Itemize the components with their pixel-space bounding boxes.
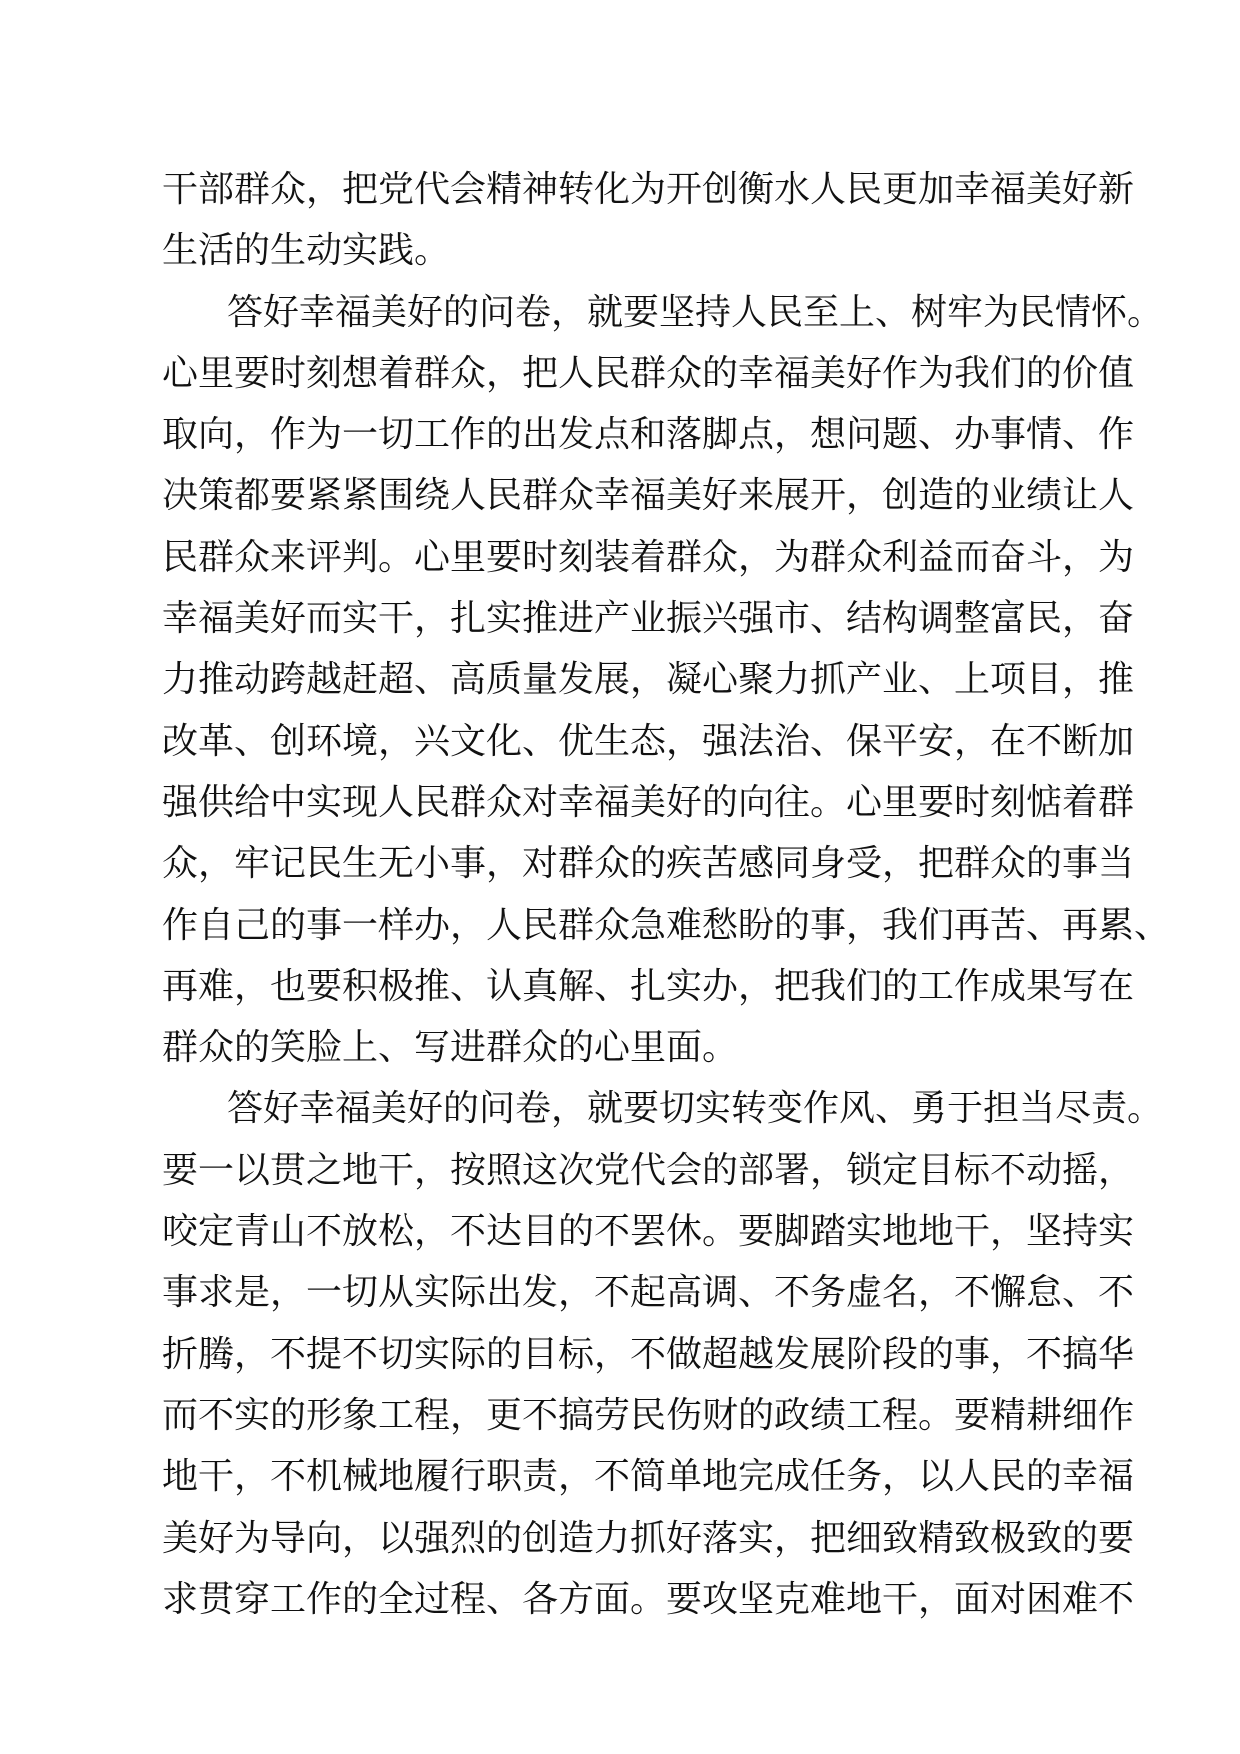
text-line: 事求是，一切从实际出发，不起高调、不务虚名，不懈怠、不 [162,1272,1135,1314]
text-line: 众，牢记民生无小事，对群众的疾苦感同身受，把群众的事当 [162,843,1135,885]
text-line: 幸福美好而实干，扎实推进产业振兴强市、结构调整富民，奋 [162,598,1135,640]
text-line: 群众的笑脸上、写进群众的心里面。 [162,1027,739,1069]
text-line: 答好幸福美好的问卷，就要切实转变作风、勇于担当尽责。 [227,1088,1164,1130]
text-line: 生活的生动实践。 [162,230,451,272]
text-line: 咬定青山不放松，不达目的不罢休。要脚踏实地地干，坚持实 [162,1211,1135,1253]
text-line: 要一以贯之地干，按照这次党代会的部署，锁定目标不动摇， [162,1149,1135,1191]
text-line: 民群众来评判。心里要时刻装着群众，为群众利益而奋斗，为 [162,536,1135,578]
body-text [162,159,1171,1630]
text-line: 求贯穿工作的全过程、各方面。要攻坚克难地干，面对困难不 [162,1578,1135,1620]
text-line: 美好为导向，以强烈的创造力抓好落实，把细致精致极致的要 [162,1517,1135,1559]
text-line: 再难，也要积极推、认真解、扎实办，把我们的工作成果写在 [162,965,1135,1007]
text-line: 决策都要紧紧围绕人民群众幸福美好来展开，创造的业绩让人 [162,475,1135,517]
text-line: 改革、创环境，兴文化、优生态，强法治、保平安，在不断加 [162,720,1135,762]
text-line: 折腾，不提不切实际的目标，不做超越发展阶段的事，不搞华 [162,1333,1135,1375]
text-line: 而不实的形象工程，更不搞劳民伤财的政绩工程。要精耕细作 [162,1394,1135,1436]
text-line: 作自己的事一样办，人民群众急难愁盼的事，我们再苦、再累、 [162,904,1171,946]
text-line: 取向，作为一切工作的出发点和落脚点，想问题、办事情、作 [162,414,1135,456]
text-line: 地干，不机械地履行职责，不简单地完成任务，以人民的幸福 [162,1456,1135,1498]
text-line: 强供给中实现人民群众对幸福美好的向往。心里要时刻惦着群 [162,781,1135,823]
text-line: 力推动跨越赶超、高质量发展，凝心聚力抓产业、上项目，推 [162,659,1135,701]
text-line: 干部群众，把党代会精神转化为开创衡水人民更加幸福美好新 [162,169,1135,210]
text-line: 心里要时刻想着群众，把人民群众的幸福美好作为我们的价值 [162,352,1135,394]
text-line: 答好幸福美好的问卷，就要坚持人民至上、树牢为民情怀。 [227,291,1164,333]
